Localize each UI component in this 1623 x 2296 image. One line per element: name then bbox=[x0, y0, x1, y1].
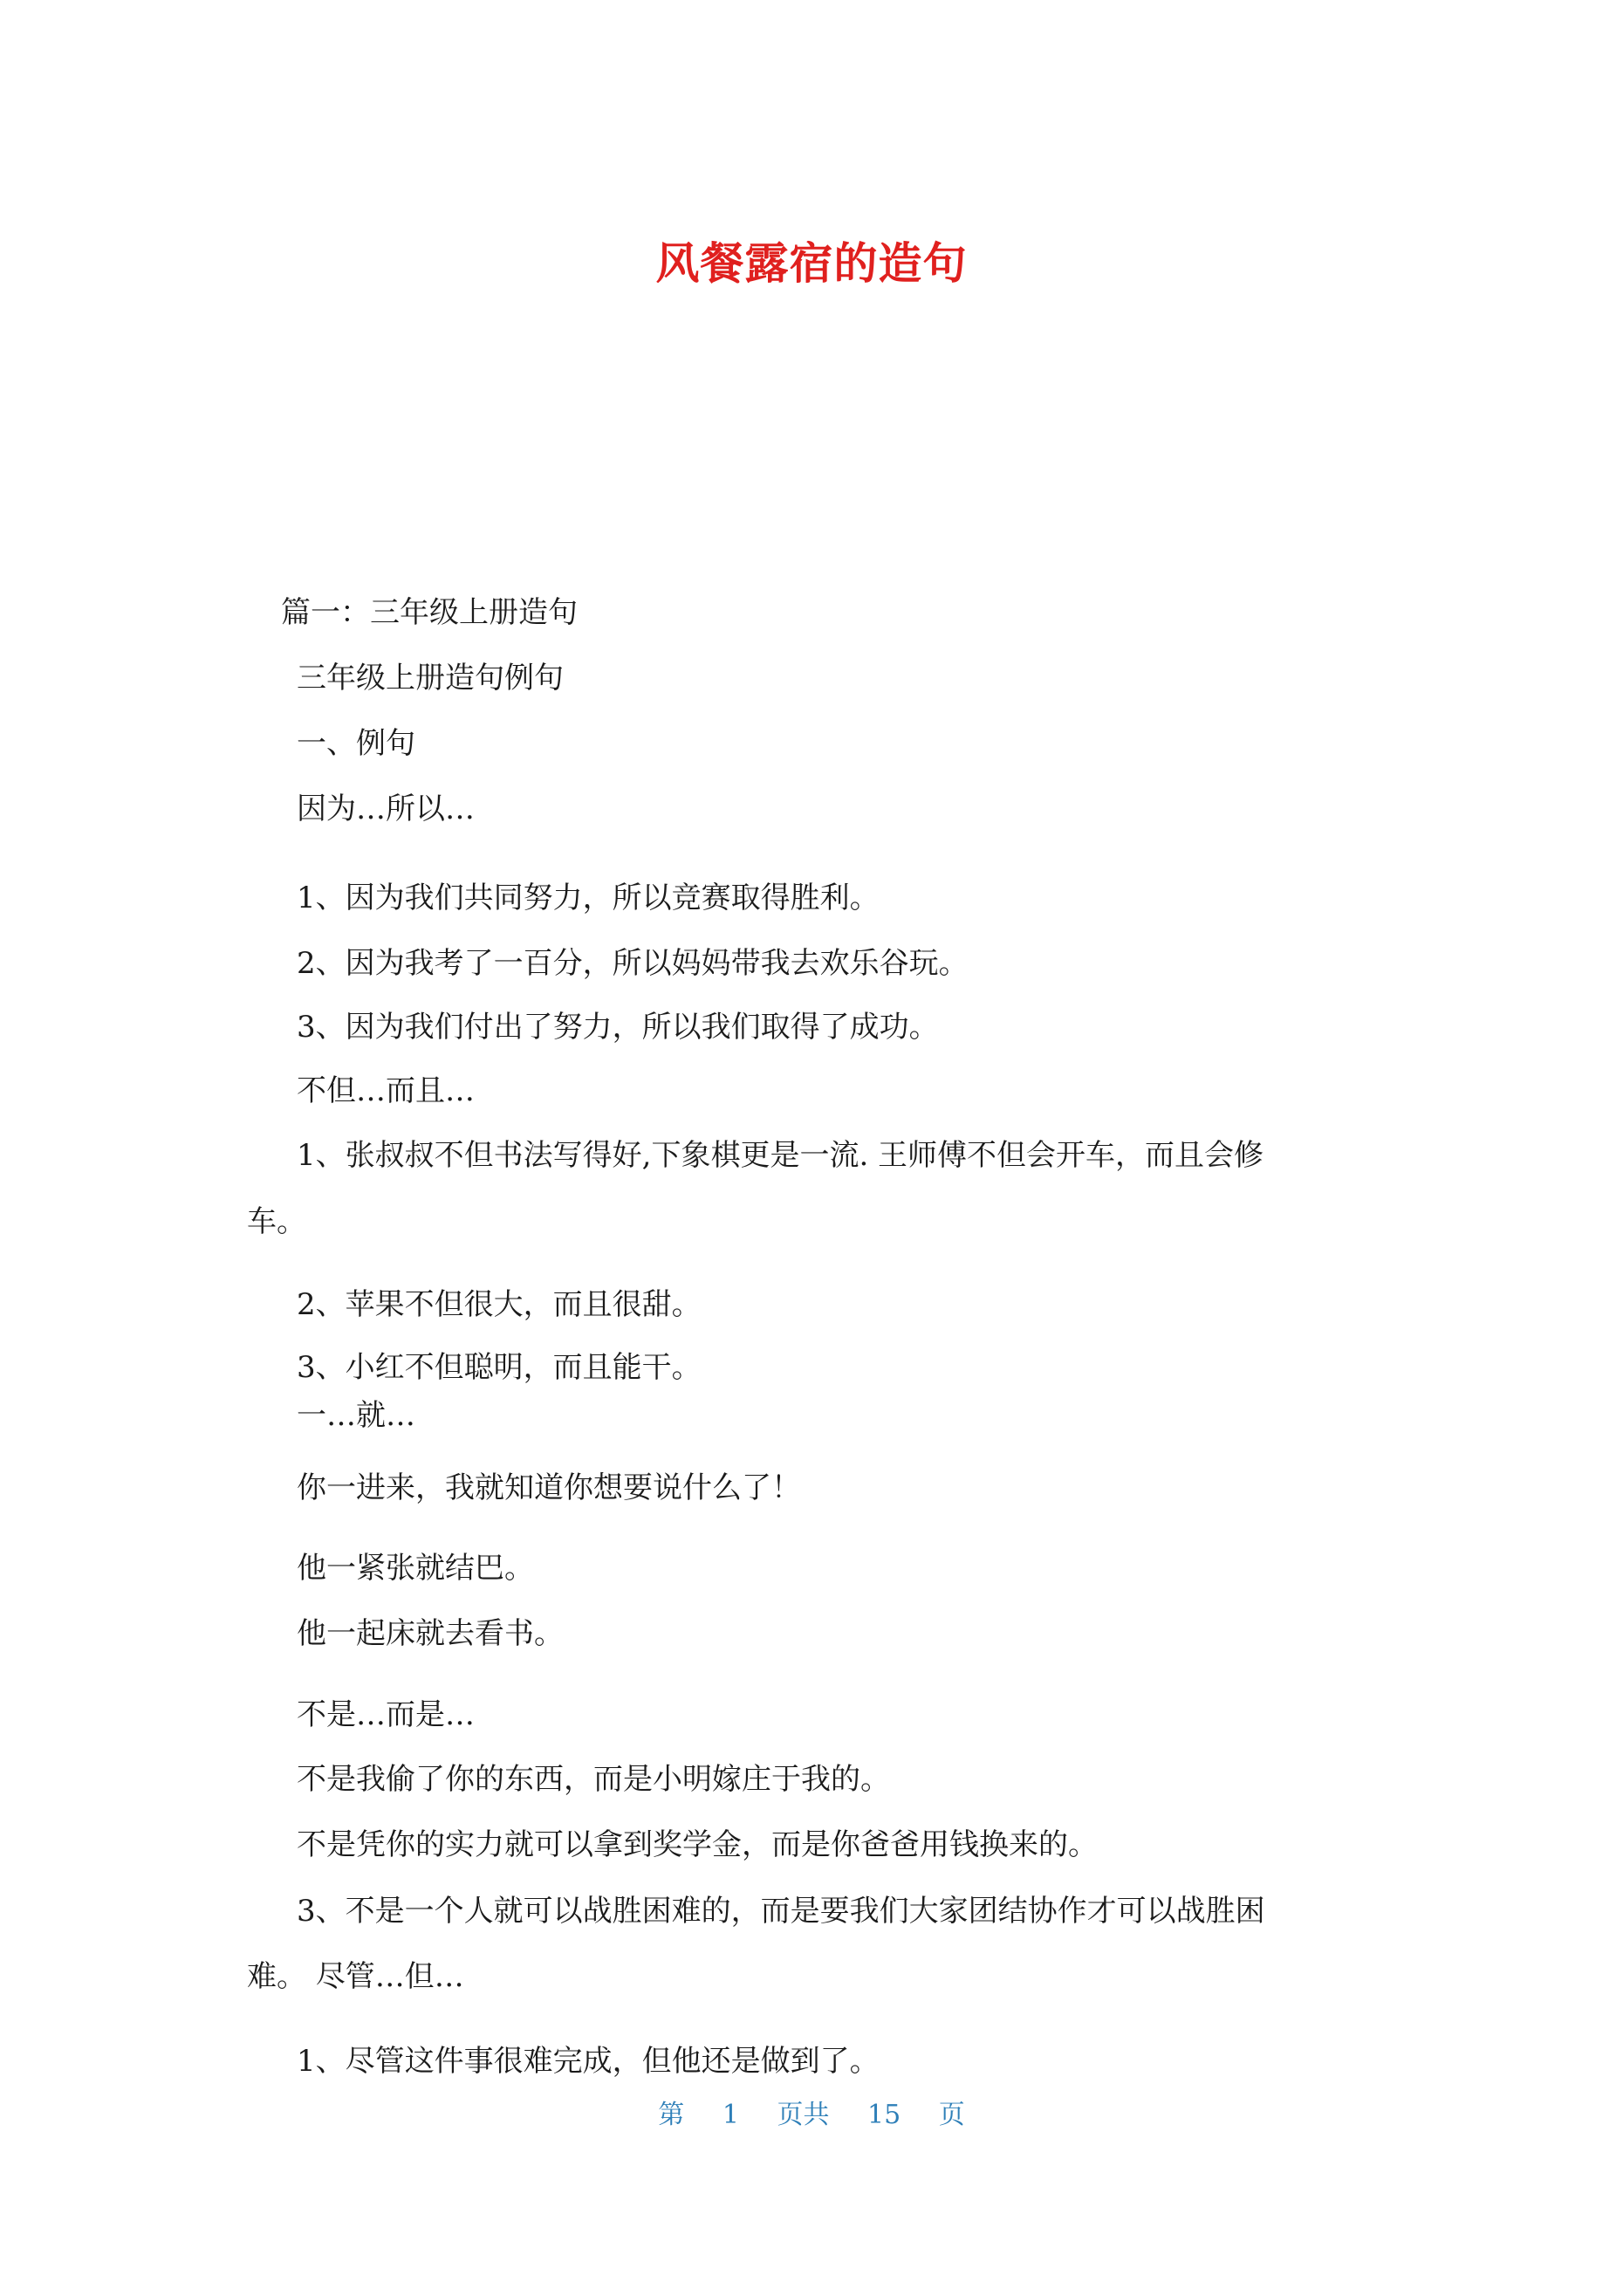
footer-label-pre: 第 bbox=[658, 2100, 685, 2130]
page-footer bbox=[0, 2093, 1623, 2131]
document-title: 风餐露宿的造句 bbox=[655, 238, 968, 289]
example-sentence: 2、因为我考了一百分，所以妈妈带我去欢乐谷玩。 bbox=[297, 946, 969, 981]
example-sentence: 不是我偷了你的东西，而是小明嫁庄于我的。 bbox=[297, 1762, 890, 1797]
example-sentence: 1、张叔叔不但书法写得好,下象棋更是一流. 王师傅不但会开车，而且会修 bbox=[297, 1138, 1264, 1173]
example-sentence: 3、小红不但聪明，而且能干。 bbox=[297, 1350, 702, 1385]
subheading: 三年级上册造句例句 bbox=[297, 661, 564, 696]
example-sentence-continued: 车。 bbox=[247, 1204, 306, 1239]
example-sentence: 你一进来，我就知道你想要说什么了！ bbox=[297, 1470, 801, 1505]
example-sentence: 2、苹果不但很大，而且很甜。 bbox=[297, 1287, 702, 1322]
section-heading: 篇一：三年级上册造句 bbox=[281, 595, 578, 630]
example-sentence: 1、尽管这件事很难完成，但他还是做到了。 bbox=[297, 2044, 880, 2079]
example-sentence: 他一紧张就结巴。 bbox=[297, 1551, 534, 1586]
footer-label-mid: 页共 bbox=[777, 2100, 830, 2130]
subheading: 一、例句 bbox=[297, 726, 415, 761]
example-sentence-continued: 难。 尽管…但… bbox=[247, 1959, 464, 1994]
example-sentence: 他一起床就去看书。 bbox=[297, 1616, 564, 1651]
example-sentence: 1、因为我们共同努力，所以竞赛取得胜利。 bbox=[297, 881, 880, 915]
pattern-heading: 因为…所以… bbox=[297, 792, 475, 826]
example-sentence: 不是凭你的实力就可以拿到奖学金，而是你爸爸用钱换来的。 bbox=[297, 1827, 1098, 1862]
pattern-heading: 不但…而且… bbox=[297, 1073, 475, 1108]
footer-label-post: 页 bbox=[938, 2100, 965, 2130]
example-sentence: 3、不是一个人就可以战胜困难的，而是要我们大家团结协作才可以战胜困 bbox=[297, 1894, 1265, 1929]
footer-page-total: 15 bbox=[867, 2100, 901, 2130]
pattern-heading: 不是…而是… bbox=[297, 1697, 475, 1732]
pattern-heading: 一…就… bbox=[297, 1398, 415, 1433]
example-sentence: 3、因为我们付出了努力，所以我们取得了成功。 bbox=[297, 1010, 939, 1045]
footer-page-number: 1 bbox=[722, 2100, 739, 2130]
